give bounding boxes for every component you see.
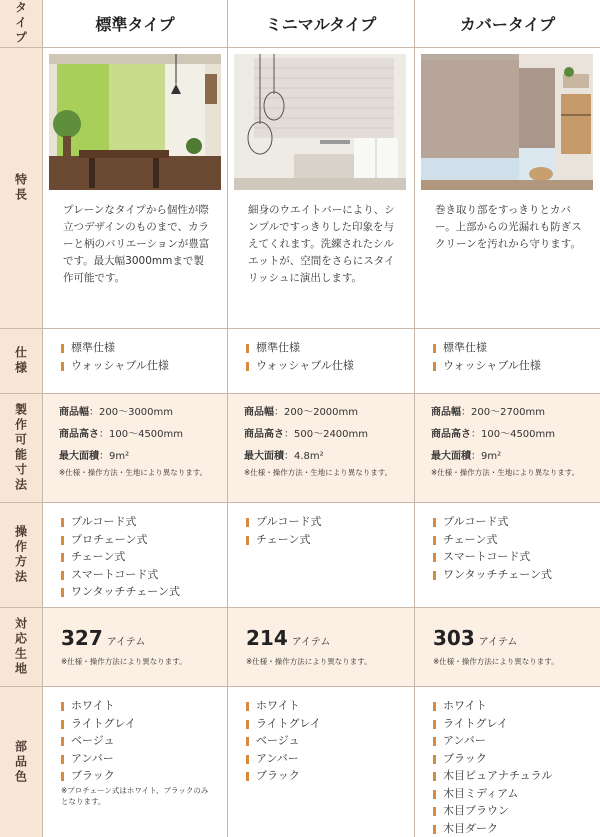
list-item: チェーン式 [61, 548, 180, 566]
feature-description: 巻き取り部をすっきりとカバー。上部からの光漏れも防ぎスクリーンを汚れから守ります。 [435, 204, 582, 250]
list-item: アンバー [61, 750, 136, 768]
column-header-minimal: ミニマルタイプ [227, 0, 414, 47]
spec-minimal [227, 329, 414, 393]
list-item: ホワイト [61, 697, 136, 715]
list-item: ホワイト [246, 697, 321, 715]
row-label-spec: 仕様 [0, 329, 42, 393]
row-label-type: タイプ [0, 0, 42, 47]
list-item: ウォッシャブル仕様 [61, 357, 169, 375]
list-item: 木目ミディアム [433, 785, 552, 803]
list-item: プルコード式 [246, 513, 322, 531]
size-cover: 商品幅：200～2700mm 商品高さ：100～4500mm 最大面積：9m² ※仕様・操作方法・生地により異なります。 [414, 394, 600, 502]
list-item: ウォッシャブル仕様 [433, 357, 541, 375]
list-item: 木目ブラウン [433, 802, 552, 820]
size-minimal: 商品幅：200～2000mm 商品高さ：500～2400mm 最大面積：4.8m² ※仕様・操作方法・生地により異なります。 [227, 394, 414, 502]
feature-description: 細身のウエイトバーにより、シンプルですっきりした印象を与えてくれます。洗練されたシルエットが、空間をさらにスタイリッシュに演出します。 [248, 204, 395, 284]
spec-row [0, 329, 600, 393]
fabric-cover: 303 アイテム ※仕様・操作方法により異なります。 [414, 608, 600, 686]
list-item: ブラック [61, 767, 136, 785]
list-item: ワンタッチチェーン式 [61, 583, 180, 601]
features-cover [414, 48, 600, 328]
spec-standard [42, 329, 227, 393]
parts-color-cover [414, 687, 600, 837]
parts-color-standard [42, 687, 227, 837]
list-item: ライトグレイ [246, 715, 321, 733]
row-label-fabric: 対応生地 [0, 608, 42, 686]
list-item: チェーン式 [433, 531, 552, 549]
list-item: 木目ダーク [433, 820, 552, 837]
list-item: スマートコード式 [61, 566, 180, 584]
list-item: ウォッシャブル仕様 [246, 357, 354, 375]
feature-description: プレーンなタイプから個性が際立つデザインのものまで、カラーと柄のバリエーションが豊富です。最大幅3000mmまで製作可能です。 [63, 204, 210, 284]
parts-note: ※プロチェーン式はホワイト、ブラックのみとなります。 [61, 786, 209, 806]
list-item: プルコード式 [433, 513, 552, 531]
list-item: ベージュ [61, 732, 136, 750]
operation-standard [42, 503, 227, 607]
fabric-row [0, 608, 600, 686]
list-item: ワンタッチチェーン式 [433, 566, 552, 584]
list-item: ライトグレイ [61, 715, 136, 733]
list-item: ブラック [433, 750, 552, 768]
spec-cover [414, 329, 600, 393]
features-minimal [227, 48, 414, 328]
product-photo [234, 54, 406, 190]
list-item: ブラック [246, 767, 321, 785]
list-item: ベージュ [246, 732, 321, 750]
column-header-standard: 標準タイプ [42, 0, 227, 47]
list-item: プルコード式 [61, 513, 180, 531]
operation-cover [414, 503, 600, 607]
row-label-parts-color: 部品色 [0, 687, 42, 837]
list-item: 標準仕様 [246, 339, 354, 357]
list-item: 木目ピュアナチュラル [433, 767, 552, 785]
list-item: アンバー [246, 750, 321, 768]
list-item: スマートコード式 [433, 548, 552, 566]
operation-minimal [227, 503, 414, 607]
row-label-operation: 操作方法 [0, 503, 42, 607]
list-item: 標準仕様 [61, 339, 169, 357]
row-label-size: 製作可能寸法 [0, 394, 42, 502]
features-row [0, 48, 600, 328]
fabric-standard: 327 アイテム ※仕様・操作方法により異なります。 [42, 608, 227, 686]
fabric-minimal: 214 アイテム ※仕様・操作方法により異なります。 [227, 608, 414, 686]
operation-row [0, 503, 600, 607]
list-item: プロチェーン式 [61, 531, 180, 549]
header-row [0, 0, 600, 47]
parts-color-row [0, 687, 600, 837]
product-photo [421, 54, 593, 190]
list-item: 標準仕様 [433, 339, 541, 357]
list-item: アンバー [433, 732, 552, 750]
size-standard: 商品幅：200～3000mm 商品高さ：100～4500mm 最大面積：9m² ※仕様・操作方法・生地により異なります。 [42, 394, 227, 502]
list-item: ホワイト [433, 697, 552, 715]
list-item: チェーン式 [246, 531, 322, 549]
parts-color-minimal [227, 687, 414, 837]
list-item: ライトグレイ [433, 715, 552, 733]
size-row [0, 394, 600, 502]
column-header-cover: カバータイプ [414, 0, 600, 47]
row-label-features: 特長 [0, 48, 42, 328]
features-standard [42, 48, 227, 328]
product-photo [49, 54, 221, 190]
